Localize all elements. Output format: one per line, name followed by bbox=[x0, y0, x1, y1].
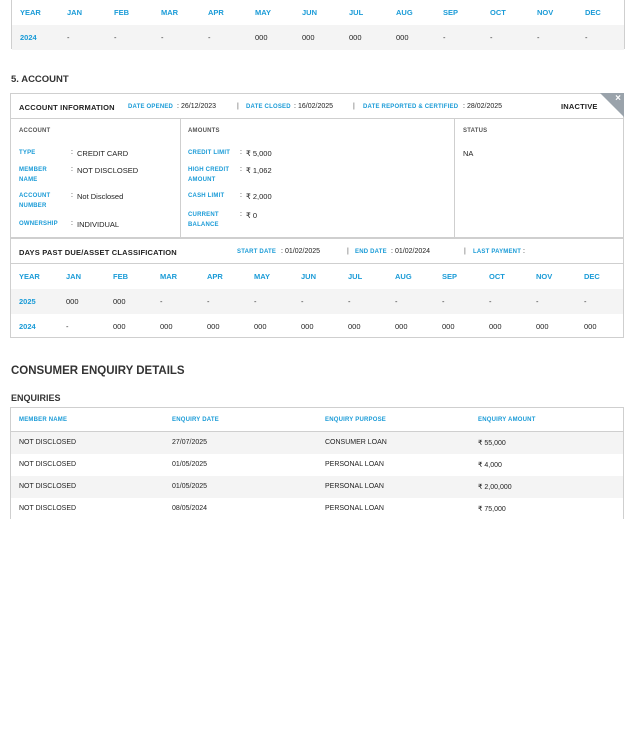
dpd-cell: 000 bbox=[348, 322, 361, 331]
dpd-cell: 000 bbox=[536, 322, 549, 331]
dpd-cell: - bbox=[114, 33, 117, 42]
dpd-cell: - bbox=[442, 297, 445, 306]
dpd-cell: - bbox=[585, 33, 588, 42]
field-colon: : bbox=[71, 166, 73, 173]
date-closed-label: DATE CLOSED bbox=[246, 104, 291, 110]
top-month-grid bbox=[11, 0, 625, 49]
enquiry-row bbox=[11, 476, 623, 498]
month-header-aug: AUG bbox=[395, 272, 412, 281]
field-colon: : bbox=[240, 166, 242, 173]
field-label: CASH LIMIT bbox=[188, 193, 225, 199]
dpd-cell: 000 bbox=[302, 33, 315, 42]
dpd-cell: - bbox=[66, 322, 69, 331]
month-header-mar: MAR bbox=[160, 272, 178, 281]
enquiry-header-row bbox=[11, 408, 623, 432]
dpd-cell: 000 bbox=[396, 33, 409, 42]
dpd-cell: 000 bbox=[395, 322, 408, 331]
field-label: HIGH CREDIT AMOUNT bbox=[188, 167, 230, 183]
dpd-cell: 000 bbox=[207, 322, 220, 331]
field-value: ₹ 0 bbox=[246, 211, 258, 220]
field-value: NOT DISCLOSED bbox=[77, 166, 139, 175]
year-cell: 2025 bbox=[19, 297, 36, 306]
dpd-cell: - bbox=[490, 33, 493, 42]
field-colon: : bbox=[240, 149, 242, 156]
month-header-jul: JUL bbox=[348, 272, 363, 281]
last-payment-colon: : bbox=[523, 248, 525, 255]
date-reported-value: 28/02/2025 bbox=[467, 103, 503, 110]
field-colon: : bbox=[71, 220, 73, 227]
field-label: CURRENT BALANCE bbox=[188, 212, 219, 228]
account-card bbox=[10, 93, 624, 338]
month-header-jun: JUN bbox=[301, 272, 317, 281]
last-payment-label: LAST PAYMENT bbox=[473, 249, 522, 255]
dpd-cell: 000 bbox=[160, 322, 173, 331]
dpd-cell: 000 bbox=[254, 322, 267, 331]
enquiry-cell: NOT DISCLOSED bbox=[19, 483, 77, 490]
enquiry-cell: PERSONAL LOAN bbox=[325, 505, 384, 512]
date-opened-value: 26/12/2023 bbox=[181, 103, 217, 110]
enquiry-table bbox=[10, 407, 624, 519]
enquiry-cell: 08/05/2024 bbox=[172, 505, 208, 512]
divider-3: | bbox=[347, 248, 349, 255]
enquiry-col-header: ENQUIRY DATE bbox=[172, 417, 219, 423]
dpd-cell: 000 bbox=[584, 322, 597, 331]
month-header-may: MAY bbox=[254, 272, 270, 281]
month-header-apr: APR bbox=[208, 8, 224, 17]
date-reported-colon: : bbox=[463, 103, 465, 110]
month-header-year: YEAR bbox=[19, 272, 40, 281]
field-label: ACCOUNT NUMBER bbox=[19, 193, 51, 209]
month-header-dec: DEC bbox=[584, 272, 600, 281]
enquiry-cell: ₹ 2,00,000 bbox=[478, 484, 512, 491]
close-icon[interactable]: × bbox=[615, 93, 621, 104]
dpd-header bbox=[11, 237, 623, 264]
field-label: OWNERSHIP bbox=[19, 221, 58, 227]
account-column-heading: ACCOUNT bbox=[19, 128, 51, 134]
enquiry-cell: ₹ 75,000 bbox=[478, 506, 506, 513]
enquiry-col-header: ENQUIRY PURPOSE bbox=[325, 417, 387, 423]
month-header-jul: JUL bbox=[349, 8, 364, 17]
end-date-label: END DATE bbox=[355, 249, 387, 255]
month-header-oct: OCT bbox=[490, 8, 506, 17]
field-value: Not Disclosed bbox=[77, 192, 124, 201]
amounts-column-heading: AMOUNTS bbox=[188, 128, 220, 134]
enquiry-cell: NOT DISCLOSED bbox=[19, 439, 77, 446]
field-value: INDIVIDUAL bbox=[77, 220, 120, 229]
dpd-cell: 000 bbox=[113, 297, 126, 306]
month-header-sep: SEP bbox=[442, 272, 458, 281]
month-header-nov: NOV bbox=[537, 8, 554, 17]
enquiry-section-title: CONSUMER ENQUIRY DETAILS bbox=[11, 365, 185, 377]
dpd-cell: - bbox=[489, 297, 492, 306]
dpd-month-grid bbox=[11, 264, 623, 339]
dpd-cell: 000 bbox=[113, 322, 126, 331]
month-header-oct: OCT bbox=[489, 272, 505, 281]
month-header-apr: APR bbox=[207, 272, 223, 281]
dpd-cell: - bbox=[301, 297, 304, 306]
enquiry-row bbox=[11, 454, 623, 476]
enquiry-row bbox=[11, 498, 623, 520]
status-column bbox=[455, 119, 623, 237]
dpd-cell: 000 bbox=[349, 33, 362, 42]
month-header-year: YEAR bbox=[20, 8, 41, 17]
year-cell: 2024 bbox=[19, 322, 36, 331]
dpd-cell: - bbox=[160, 297, 163, 306]
field-colon: : bbox=[240, 192, 242, 199]
field-label: TYPE bbox=[19, 150, 36, 156]
date-closed-value: 16/02/2025 bbox=[298, 103, 334, 110]
field-value: CREDIT CARD bbox=[77, 149, 129, 158]
month-header-jan: JAN bbox=[67, 8, 83, 17]
field-value: ₹ 2,000 bbox=[246, 192, 272, 201]
dpd-cell: - bbox=[161, 33, 164, 42]
dpd-cell: - bbox=[207, 297, 210, 306]
enquiry-row bbox=[11, 432, 623, 454]
field-label: MEMBER NAME bbox=[19, 167, 47, 183]
dpd-cell: - bbox=[208, 33, 211, 42]
date-reported-label: DATE REPORTED & CERTIFIED bbox=[363, 104, 459, 110]
end-date-colon: : bbox=[391, 248, 393, 255]
month-header-sep: SEP bbox=[443, 8, 459, 17]
enquiry-cell: ₹ 4,000 bbox=[478, 462, 502, 469]
divider-4: | bbox=[464, 248, 466, 255]
dpd-cell: - bbox=[443, 33, 446, 42]
year-cell: 2024 bbox=[20, 33, 37, 42]
field-colon: : bbox=[240, 211, 242, 218]
month-header-nov: NOV bbox=[536, 272, 553, 281]
date-closed-colon: : bbox=[294, 103, 296, 110]
amounts-column bbox=[180, 119, 455, 237]
field-value: ₹ 5,000 bbox=[246, 149, 272, 158]
field-colon: : bbox=[71, 192, 73, 199]
date-opened-label: DATE OPENED bbox=[128, 104, 174, 110]
dpd-cell: - bbox=[537, 33, 540, 42]
dpd-cell: - bbox=[67, 33, 70, 42]
enquiry-cell: PERSONAL LOAN bbox=[325, 461, 384, 468]
dpd-cell: 000 bbox=[489, 322, 502, 331]
status-value: NA bbox=[463, 149, 474, 158]
dpd-grid-header-row bbox=[11, 264, 623, 289]
dpd-title: DAYS PAST DUE/ASSET CLASSIFICATION bbox=[19, 248, 177, 257]
field-value: ₹ 1,062 bbox=[246, 166, 272, 175]
enquiry-col-header: ENQUIRY AMOUNT bbox=[478, 417, 536, 423]
start-date-label: START DATE bbox=[237, 249, 277, 255]
year-row bbox=[11, 289, 623, 314]
divider-1: | bbox=[237, 103, 239, 110]
enquiry-cell: CONSUMER LOAN bbox=[325, 439, 387, 446]
enquiries-subtitle: ENQUIRIES bbox=[11, 393, 61, 403]
enquiry-cell: 01/05/2025 bbox=[172, 461, 208, 468]
dpd-cell: - bbox=[395, 297, 398, 306]
enquiry-col-header: MEMBER NAME bbox=[19, 417, 68, 423]
account-info-label: ACCOUNT INFORMATION bbox=[19, 103, 115, 112]
date-opened-colon: : bbox=[177, 103, 179, 110]
dpd-cell: - bbox=[536, 297, 539, 306]
month-header-may: MAY bbox=[255, 8, 271, 17]
divider-2: | bbox=[353, 103, 355, 110]
enquiry-cell: NOT DISCLOSED bbox=[19, 461, 77, 468]
dpd-cell: 000 bbox=[301, 322, 314, 331]
start-date-colon: : bbox=[281, 248, 283, 255]
account-column bbox=[11, 119, 181, 237]
enquiry-cell: ₹ 55,000 bbox=[478, 440, 506, 447]
month-header-jan: JAN bbox=[66, 272, 82, 281]
enquiry-cell: NOT DISCLOSED bbox=[19, 505, 77, 512]
enquiry-cell: 27/07/2025 bbox=[172, 439, 208, 446]
dpd-cell: - bbox=[254, 297, 257, 306]
dpd-cell: 000 bbox=[66, 297, 79, 306]
year-row bbox=[11, 314, 623, 339]
month-header-aug: AUG bbox=[396, 8, 413, 17]
month-header-jun: JUN bbox=[302, 8, 318, 17]
top-grid-header-row bbox=[12, 0, 624, 25]
month-header-mar: MAR bbox=[161, 8, 179, 17]
end-date-value: 01/02/2024 bbox=[395, 248, 431, 255]
status-column-heading: STATUS bbox=[463, 128, 488, 134]
account-section-title: 5. ACCOUNT bbox=[11, 74, 69, 85]
month-header-feb: FEB bbox=[113, 272, 128, 281]
year-row bbox=[12, 25, 624, 50]
start-date-value: 01/02/2025 bbox=[285, 248, 321, 255]
status-badge: INACTIVE bbox=[561, 102, 598, 111]
month-header-dec: DEC bbox=[585, 8, 601, 17]
account-info-header bbox=[11, 94, 623, 119]
enquiry-cell: PERSONAL LOAN bbox=[325, 483, 384, 490]
dpd-cell: 000 bbox=[442, 322, 455, 331]
month-header-feb: FEB bbox=[114, 8, 129, 17]
dpd-cell: - bbox=[584, 297, 587, 306]
field-label: CREDIT LIMIT bbox=[188, 150, 231, 156]
field-colon: : bbox=[71, 149, 73, 156]
dpd-cell: 000 bbox=[255, 33, 268, 42]
dpd-cell: - bbox=[348, 297, 351, 306]
enquiry-cell: 01/05/2025 bbox=[172, 483, 208, 490]
